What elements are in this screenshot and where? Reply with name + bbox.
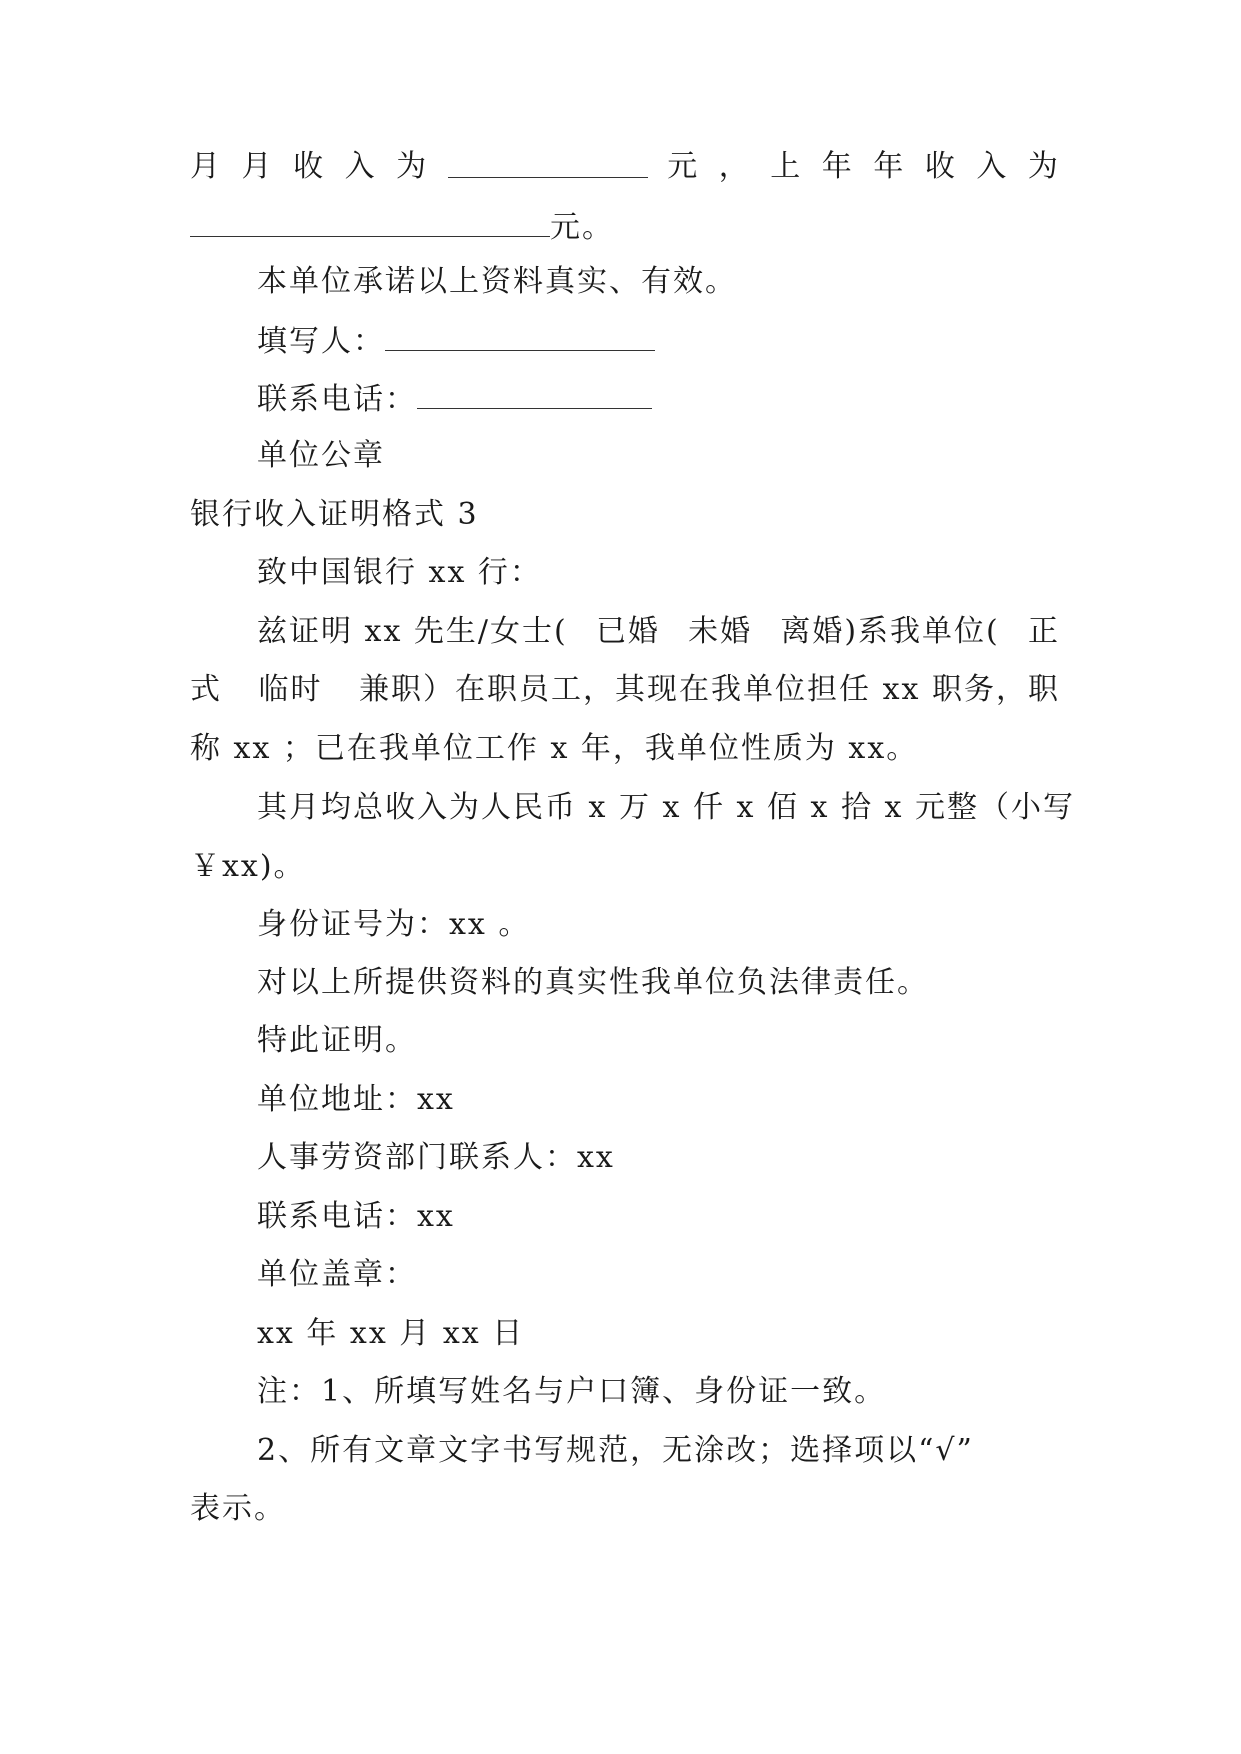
note-1: 注：1、所填写姓名与户口簿、身份证一致。 [257,1374,887,1409]
text-char: 为 [1027,149,1060,184]
promise-line: 本单位承诺以上资料真实、有效。 [257,264,737,299]
body-para1-line1 [257,612,1060,652]
income-detail-line1: 其月均总收入为人民币 x 万 x 仟 x 佰 x 拾 x 元整（小写 [257,790,1075,825]
date-line: xx 年 xx 月 xx 日 [257,1316,525,1351]
phone-blank[interactable] [417,378,652,409]
text-segment: 正 [1027,614,1060,649]
filler-blank[interactable] [385,320,655,351]
phone-line-2: 联系电话：xx [257,1199,455,1234]
body-para1-line3: 称 xx ；已在我单位工作 x 年，我单位性质为 xx。 [190,731,919,766]
text-segment: 未婚 [688,614,753,649]
liability-line: 对以上所提供资料的真实性我单位负法律责任。 [257,965,929,1000]
section-title: 银行收入证明格式 3 [190,497,479,532]
text-char: 入 [976,149,1009,184]
text-char: 入 [344,149,377,184]
filler-line [257,320,1060,362]
text-segment: 式 [190,672,222,707]
monthly-income-blank[interactable] [448,147,648,178]
phone-line-1 [257,378,1060,420]
text-char: 上 [770,149,803,184]
text-char: 年 [821,149,854,184]
annual-income-blank[interactable] [190,206,550,237]
income-line-2 [190,206,1060,248]
id-number-line: 身份证号为：xx 。 [257,907,531,942]
income-line-1 [190,147,1060,187]
text-char: 收 [924,149,957,184]
note-2-continued: 表示。 [190,1491,286,1526]
greeting-line: 致中国银行 xx 行： [257,555,542,590]
text-char: 为 [396,149,429,184]
address-line: 单位地址：xx [257,1082,455,1117]
text-segment: 兼职）在职员工，其现在我单位担任 xx 职务，职 [359,672,1060,707]
text-char: 月 [190,149,222,184]
seal-line-1: 单位公章 [257,438,385,473]
filler-label: 填写人： [257,324,385,359]
text-segment: 兹证明 xx 先生/女士( [257,614,568,649]
seal-line-2: 单位盖章： [257,1257,417,1292]
certify-line: 特此证明。 [257,1023,417,1058]
text-segment: 已婚 [595,614,660,649]
text-segment: 临时 [258,672,323,707]
text-char: ， [718,149,751,184]
body-para1-line2 [190,670,1060,710]
hr-contact-line: 人事劳资部门联系人：xx [257,1140,615,1175]
text-char: 月 [241,149,274,184]
text-unit: 元。 [550,210,614,245]
income-detail-line2: ￥xx)。 [190,849,306,884]
note-2: 2、所有文章文字书写规范，无涂改；选择项以“√” [257,1433,974,1468]
text-char: 收 [293,149,326,184]
phone-label: 联系电话： [257,382,417,417]
text-segment: 离婚)系我单位( [780,614,1000,649]
text-char: 元 [667,149,700,184]
text-char: 年 [873,149,906,184]
